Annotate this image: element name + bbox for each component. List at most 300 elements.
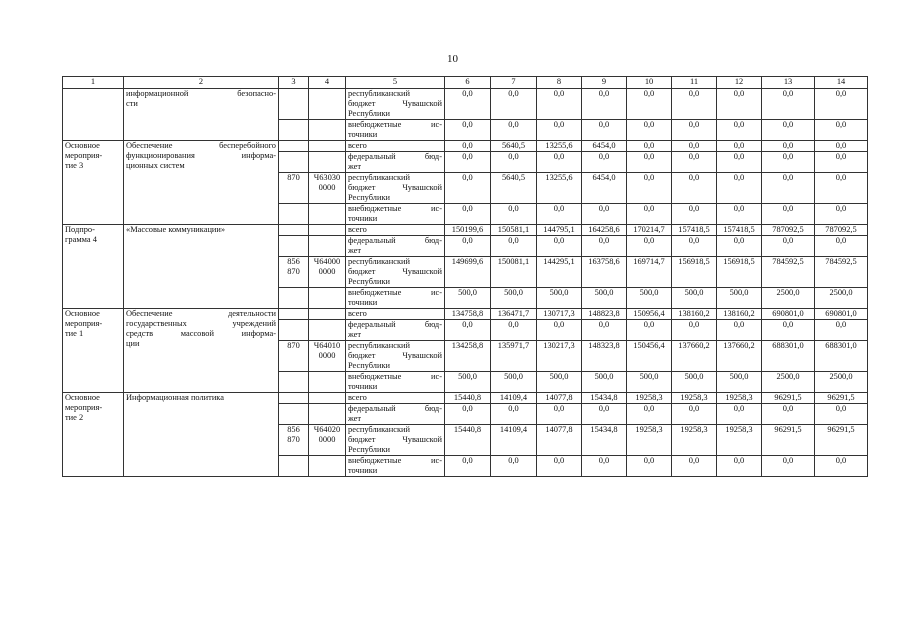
column-header-8: 8	[537, 77, 582, 89]
value-cell: 0,0	[445, 404, 491, 425]
value-cell: 0,0	[762, 236, 815, 257]
column-header-11: 11	[672, 77, 717, 89]
value-cell: 0,0	[815, 173, 868, 204]
program-name-cell	[124, 309, 279, 393]
text-line: тие 2	[65, 413, 84, 422]
value-cell: 0,0	[445, 320, 491, 341]
value-cell: 137660,2	[672, 341, 717, 372]
value-cell: 0,0	[582, 404, 627, 425]
value-cell: 138160,2	[672, 309, 717, 320]
value-cell: 15434,8	[582, 393, 627, 404]
value-cell: 19258,3	[672, 425, 717, 456]
text-line: 856	[287, 257, 300, 266]
value-cell: 137660,2	[717, 341, 762, 372]
value-cell: 0,0	[627, 456, 672, 477]
target-article-code-cell	[309, 456, 346, 477]
value-cell: 0,0	[627, 173, 672, 204]
target-article-code-cell	[309, 320, 346, 341]
text-line: федеральный бюд-	[348, 320, 442, 329]
text-line: 870	[287, 267, 300, 276]
value-cell: 0,0	[672, 120, 717, 141]
grbs-code-cell	[279, 404, 309, 425]
text-line: мероприя-	[65, 319, 103, 328]
text-line: Основное	[65, 309, 100, 318]
value-cell: 0,0	[491, 404, 537, 425]
text-line: Ч64010	[313, 341, 341, 350]
value-cell: 15434,8	[582, 425, 627, 456]
text-line: внебюджетные ис-	[348, 288, 442, 297]
funding-source-cell	[346, 425, 445, 456]
text-line: Республики	[348, 445, 391, 454]
value-cell: 787092,5	[762, 225, 815, 236]
value-cell: 500,0	[582, 372, 627, 393]
value-cell: 0,0	[491, 89, 537, 120]
text-line: 0000	[318, 267, 336, 276]
text-line: тие 3	[65, 161, 84, 170]
value-cell: 19258,3	[627, 393, 672, 404]
value-cell: 0,0	[627, 404, 672, 425]
funding-source-cell	[346, 89, 445, 120]
text-line: бюджет Чувашской	[348, 99, 442, 108]
value-cell: 156918,5	[672, 257, 717, 288]
value-cell: 0,0	[627, 236, 672, 257]
value-cell: 0,0	[582, 236, 627, 257]
value-cell: 0,0	[491, 456, 537, 477]
target-article-code-cell	[309, 257, 346, 288]
value-cell: 0,0	[582, 89, 627, 120]
value-cell: 0,0	[672, 204, 717, 225]
text-line: Информационная политика	[126, 393, 224, 402]
text-line: всего	[348, 309, 367, 318]
funding-source-cell	[346, 225, 445, 236]
value-cell: 0,0	[815, 456, 868, 477]
value-cell: 150081,1	[491, 257, 537, 288]
status-cell	[63, 141, 124, 225]
value-cell: 0,0	[537, 120, 582, 141]
value-cell: 0,0	[491, 120, 537, 141]
grbs-code-cell	[279, 456, 309, 477]
value-cell: 0,0	[537, 456, 582, 477]
text-line: внебюджетные ис-	[348, 372, 442, 381]
value-cell: 500,0	[582, 288, 627, 309]
grbs-code-cell	[279, 288, 309, 309]
text-line: Подпро-	[65, 225, 95, 234]
target-article-code-cell	[309, 89, 346, 120]
value-cell: 19258,3	[717, 425, 762, 456]
value-cell: 0,0	[445, 152, 491, 173]
value-cell: 688301,0	[762, 341, 815, 372]
target-article-code-cell	[309, 173, 346, 204]
grbs-code-cell	[279, 320, 309, 341]
value-cell: 144295,1	[537, 257, 582, 288]
text-line: 870	[287, 341, 300, 350]
value-cell: 15440,8	[445, 425, 491, 456]
text-line: «Массовые коммуникации»	[126, 225, 226, 234]
value-cell: 0,0	[762, 320, 815, 341]
funding-source-cell	[346, 120, 445, 141]
text-line: сти	[126, 99, 138, 108]
value-cell: 13255,6	[537, 173, 582, 204]
status-cell	[63, 393, 124, 477]
value-cell: 157418,5	[717, 225, 762, 236]
value-cell: 500,0	[627, 372, 672, 393]
target-article-code-cell	[309, 425, 346, 456]
text-line: Республики	[348, 277, 391, 286]
value-cell: 169714,7	[627, 257, 672, 288]
value-cell: 0,0	[717, 120, 762, 141]
text-line: мероприя-	[65, 151, 103, 160]
value-cell: 500,0	[491, 372, 537, 393]
text-line: информационной безопасно-	[126, 89, 276, 98]
value-cell: 0,0	[627, 141, 672, 152]
text-line: мероприя-	[65, 403, 103, 412]
value-cell: 0,0	[717, 89, 762, 120]
funding-source-cell	[346, 404, 445, 425]
value-cell: 96291,5	[815, 393, 868, 404]
grbs-code-cell	[279, 425, 309, 456]
value-cell: 0,0	[672, 173, 717, 204]
text-line: грамма 4	[65, 235, 97, 244]
value-cell: 500,0	[445, 372, 491, 393]
value-cell: 787092,5	[815, 225, 868, 236]
value-cell: 0,0	[815, 404, 868, 425]
column-header-5: 5	[346, 77, 445, 89]
text-line: Ч64000	[313, 257, 341, 266]
column-header-6: 6	[445, 77, 491, 89]
text-line: бюджет Чувашской	[348, 351, 442, 360]
text-line: республиканский	[348, 173, 410, 182]
value-cell: 784592,5	[762, 257, 815, 288]
value-cell: 2500,0	[815, 288, 868, 309]
grbs-code-cell	[279, 341, 309, 372]
text-line: Ч64020	[313, 425, 341, 434]
funding-source-cell	[346, 288, 445, 309]
value-cell: 19258,3	[717, 393, 762, 404]
value-cell: 0,0	[762, 404, 815, 425]
grbs-code-cell	[279, 257, 309, 288]
text-line: федеральный бюд-	[348, 152, 442, 161]
funding-source-cell	[346, 393, 445, 404]
value-cell: 135971,7	[491, 341, 537, 372]
value-cell: 500,0	[491, 288, 537, 309]
text-line: республиканский	[348, 341, 410, 350]
value-cell: 0,0	[537, 152, 582, 173]
column-header-1: 1	[63, 77, 124, 89]
grbs-code-cell	[279, 393, 309, 404]
text-line: Основное	[65, 141, 100, 150]
text-line: точники	[348, 466, 378, 475]
value-cell: 0,0	[627, 320, 672, 341]
target-article-code-cell	[309, 372, 346, 393]
value-cell: 0,0	[491, 320, 537, 341]
value-cell: 500,0	[537, 372, 582, 393]
target-article-code-cell	[309, 236, 346, 257]
value-cell: 0,0	[762, 89, 815, 120]
funding-source-cell	[346, 236, 445, 257]
target-article-code-cell	[309, 341, 346, 372]
value-cell: 0,0	[445, 173, 491, 204]
value-cell: 0,0	[537, 236, 582, 257]
value-cell: 150956,4	[627, 309, 672, 320]
table-header	[63, 77, 868, 89]
value-cell: 0,0	[491, 152, 537, 173]
text-line: Республики	[348, 361, 391, 370]
text-line: Республики	[348, 109, 391, 118]
value-cell: 0,0	[582, 204, 627, 225]
text-line: внебюджетные ис-	[348, 456, 442, 465]
funding-source-cell	[346, 372, 445, 393]
text-line: внебюджетные ис-	[348, 204, 442, 213]
value-cell: 0,0	[537, 204, 582, 225]
text-line: 870	[287, 173, 300, 182]
budget-table	[62, 76, 868, 477]
grbs-code-cell	[279, 372, 309, 393]
text-line: 0000	[318, 435, 336, 444]
value-cell: 138160,2	[717, 309, 762, 320]
value-cell: 500,0	[627, 288, 672, 309]
grbs-code-cell	[279, 225, 309, 236]
column-header-12: 12	[717, 77, 762, 89]
value-cell: 0,0	[582, 152, 627, 173]
target-article-code-cell	[309, 225, 346, 236]
value-cell: 5640,5	[491, 141, 537, 152]
text-line: 0000	[318, 183, 336, 192]
table-row	[63, 141, 868, 152]
funding-source-cell	[346, 341, 445, 372]
text-line: федеральный бюд-	[348, 404, 442, 413]
target-article-code-cell	[309, 141, 346, 152]
value-cell: 0,0	[672, 236, 717, 257]
status-cell	[63, 309, 124, 393]
value-cell: 134758,8	[445, 309, 491, 320]
column-header-10: 10	[627, 77, 672, 89]
funding-source-cell	[346, 456, 445, 477]
page-number: 10	[447, 53, 458, 65]
column-header-2: 2	[124, 77, 279, 89]
grbs-code-cell	[279, 204, 309, 225]
value-cell: 144795,1	[537, 225, 582, 236]
text-line: точники	[348, 298, 378, 307]
value-cell: 0,0	[627, 89, 672, 120]
value-cell: 0,0	[445, 456, 491, 477]
value-cell: 14077,8	[537, 425, 582, 456]
value-cell: 96291,5	[762, 393, 815, 404]
value-cell: 0,0	[445, 89, 491, 120]
value-cell: 134258,8	[445, 341, 491, 372]
value-cell: 0,0	[672, 456, 717, 477]
value-cell: 0,0	[717, 152, 762, 173]
program-name-cell	[124, 89, 279, 141]
status-cell	[63, 225, 124, 309]
text-line: федеральный бюд-	[348, 236, 442, 245]
value-cell: 0,0	[537, 404, 582, 425]
value-cell: 0,0	[815, 320, 868, 341]
text-line: средств массовой информа-	[126, 329, 276, 338]
text-line: 856	[287, 425, 300, 434]
value-cell: 96291,5	[762, 425, 815, 456]
value-cell: 0,0	[762, 141, 815, 152]
program-name-cell	[124, 393, 279, 477]
value-cell: 150199,6	[445, 225, 491, 236]
text-line: 0000	[318, 351, 336, 360]
value-cell: 0,0	[717, 236, 762, 257]
value-cell: 150581,1	[491, 225, 537, 236]
value-cell: 0,0	[762, 173, 815, 204]
text-line: республиканский	[348, 89, 410, 98]
value-cell: 0,0	[815, 141, 868, 152]
column-header-3: 3	[279, 77, 309, 89]
text-line: бюджет Чувашской	[348, 267, 442, 276]
value-cell: 0,0	[672, 141, 717, 152]
value-cell: 163758,6	[582, 257, 627, 288]
grbs-code-cell	[279, 141, 309, 152]
value-cell: 0,0	[582, 320, 627, 341]
text-line: жет	[348, 246, 362, 255]
value-cell: 0,0	[762, 120, 815, 141]
header-row	[63, 77, 868, 89]
text-line: республиканский	[348, 425, 410, 434]
column-header-14: 14	[815, 77, 868, 89]
value-cell: 0,0	[537, 89, 582, 120]
value-cell: 0,0	[717, 404, 762, 425]
value-cell: 149699,6	[445, 257, 491, 288]
value-cell: 0,0	[815, 236, 868, 257]
status-cell	[63, 89, 124, 141]
value-cell: 500,0	[672, 372, 717, 393]
text-line: бюджет Чувашской	[348, 435, 442, 444]
value-cell: 0,0	[717, 456, 762, 477]
funding-source-cell	[346, 152, 445, 173]
text-line: республиканский	[348, 257, 410, 266]
value-cell: 500,0	[672, 288, 717, 309]
value-cell: 500,0	[445, 288, 491, 309]
column-header-13: 13	[762, 77, 815, 89]
value-cell: 0,0	[627, 152, 672, 173]
value-cell: 14109,4	[491, 425, 537, 456]
value-cell: 0,0	[627, 204, 672, 225]
column-header-9: 9	[582, 77, 627, 89]
value-cell: 0,0	[762, 456, 815, 477]
value-cell: 0,0	[445, 120, 491, 141]
text-line: жет	[348, 162, 362, 171]
text-line: внебюджетные ис-	[348, 120, 442, 129]
value-cell: 0,0	[672, 404, 717, 425]
value-cell: 0,0	[445, 236, 491, 257]
text-line: тие 1	[65, 329, 84, 338]
value-cell: 13255,6	[537, 141, 582, 152]
value-cell: 0,0	[717, 204, 762, 225]
value-cell: 15440,8	[445, 393, 491, 404]
program-name-cell	[124, 225, 279, 309]
value-cell: 130217,3	[537, 341, 582, 372]
table-row	[63, 225, 868, 236]
grbs-code-cell	[279, 89, 309, 120]
value-cell: 0,0	[815, 204, 868, 225]
value-cell: 2500,0	[762, 288, 815, 309]
text-line: государственных учреждений	[126, 319, 276, 328]
value-cell: 164258,6	[582, 225, 627, 236]
target-article-code-cell	[309, 120, 346, 141]
value-cell: 690801,0	[815, 309, 868, 320]
text-line: точники	[348, 214, 378, 223]
text-line: Республики	[348, 193, 391, 202]
funding-source-cell	[346, 204, 445, 225]
value-cell: 0,0	[445, 204, 491, 225]
value-cell: 19258,3	[627, 425, 672, 456]
value-cell: 0,0	[445, 141, 491, 152]
value-cell: 14077,8	[537, 393, 582, 404]
value-cell: 500,0	[717, 372, 762, 393]
value-cell: 136471,7	[491, 309, 537, 320]
funding-source-cell	[346, 173, 445, 204]
text-line: точники	[348, 382, 378, 391]
target-article-code-cell	[309, 204, 346, 225]
value-cell: 0,0	[815, 152, 868, 173]
value-cell: 0,0	[815, 89, 868, 120]
grbs-code-cell	[279, 120, 309, 141]
text-line: всего	[348, 141, 367, 150]
value-cell: 500,0	[717, 288, 762, 309]
text-line: ционных систем	[126, 161, 185, 170]
text-line: всего	[348, 393, 367, 402]
text-line: ции	[126, 339, 140, 348]
value-cell: 0,0	[717, 173, 762, 204]
table-body	[63, 89, 868, 477]
grbs-code-cell	[279, 173, 309, 204]
value-cell: 5640,5	[491, 173, 537, 204]
funding-source-cell	[346, 141, 445, 152]
text-line: бюджет Чувашской	[348, 183, 442, 192]
text-line: жет	[348, 414, 362, 423]
value-cell: 0,0	[537, 320, 582, 341]
value-cell: 0,0	[627, 120, 672, 141]
target-article-code-cell	[309, 393, 346, 404]
value-cell: 19258,3	[672, 393, 717, 404]
value-cell: 784592,5	[815, 257, 868, 288]
text-line: Ч63030	[313, 173, 341, 182]
value-cell: 148323,8	[582, 341, 627, 372]
target-article-code-cell	[309, 309, 346, 320]
funding-source-cell	[346, 320, 445, 341]
target-article-code-cell	[309, 288, 346, 309]
value-cell: 6454,0	[582, 173, 627, 204]
value-cell: 6454,0	[582, 141, 627, 152]
value-cell: 0,0	[491, 236, 537, 257]
value-cell: 0,0	[717, 320, 762, 341]
target-article-code-cell	[309, 152, 346, 173]
value-cell: 170214,7	[627, 225, 672, 236]
funding-source-cell	[346, 257, 445, 288]
table-row	[63, 393, 868, 404]
value-cell: 2500,0	[815, 372, 868, 393]
value-cell: 0,0	[672, 320, 717, 341]
value-cell: 130717,3	[537, 309, 582, 320]
text-line: всего	[348, 225, 367, 234]
grbs-code-cell	[279, 152, 309, 173]
column-header-4: 4	[309, 77, 346, 89]
text-line: точники	[348, 130, 378, 139]
value-cell: 157418,5	[672, 225, 717, 236]
value-cell: 0,0	[815, 120, 868, 141]
value-cell: 0,0	[491, 204, 537, 225]
value-cell: 0,0	[582, 456, 627, 477]
value-cell: 500,0	[537, 288, 582, 309]
text-line: функционирования информа-	[126, 151, 276, 160]
value-cell: 688301,0	[815, 341, 868, 372]
funding-source-cell	[346, 309, 445, 320]
value-cell: 690801,0	[762, 309, 815, 320]
text-line: Обеспечение деятельности	[126, 309, 276, 318]
